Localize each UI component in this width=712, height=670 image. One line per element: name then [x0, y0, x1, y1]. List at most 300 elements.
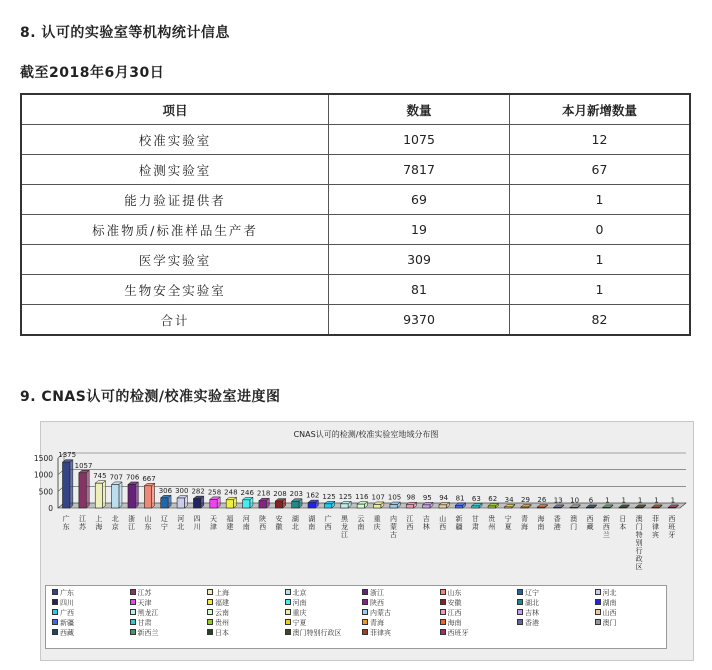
x-tick-label: 河 [177, 515, 185, 523]
bar [652, 507, 659, 508]
legend-swatch [52, 599, 58, 605]
x-tick-label: 别 [635, 539, 643, 547]
x-tick-label: 海 [521, 523, 528, 531]
legend-swatch [362, 589, 368, 595]
legend-item [517, 609, 539, 617]
x-tick-label: 律 [651, 523, 659, 531]
x-tick-label: 西 [668, 515, 676, 523]
bar [63, 462, 70, 508]
row-label: 生物安全实验室 [21, 275, 329, 305]
row-new: 12 [510, 125, 691, 155]
legend-label: 宁夏 [292, 619, 307, 627]
legend-swatch [207, 619, 213, 625]
bar-value-label: 706 [125, 473, 140, 482]
chart-title: CNAS认可的检测/校准实验室地域分布图 [293, 430, 439, 439]
bar-value-label: 218 [256, 489, 271, 498]
legend-swatch [595, 609, 601, 615]
x-tick-label: 黑 [340, 515, 348, 523]
bar-value-label: 105 [387, 493, 402, 502]
y-tick-label: 500 [38, 487, 53, 497]
legend-item [130, 599, 152, 607]
bar [603, 507, 610, 508]
bar-value-label: 95 [422, 493, 432, 502]
bar-side [119, 482, 122, 508]
legend-item [517, 619, 539, 627]
bar-value-label: 13 [553, 496, 563, 505]
legend-swatch [285, 619, 291, 625]
x-tick-label: 海 [95, 523, 103, 531]
x-tick-label: 古 [390, 531, 398, 539]
x-tick-label: 宁 [504, 515, 512, 523]
legend-swatch [595, 589, 601, 595]
bar-value-label: 1 [637, 496, 643, 505]
bar-value-label: 667 [142, 474, 156, 483]
x-tick-label: 广 [324, 515, 332, 523]
x-tick-label: 兰 [602, 531, 610, 539]
x-tick-label: 港 [553, 523, 561, 531]
bar-side [86, 470, 89, 508]
legend-item [207, 629, 229, 637]
legend-item [285, 619, 307, 627]
legend-label: 菲律宾 [370, 629, 391, 637]
legend-item [362, 599, 384, 607]
legend-swatch [595, 619, 601, 625]
x-tick-label: 藏 [586, 523, 594, 531]
bar-value-label: 248 [224, 488, 238, 497]
x-tick-label: 吉 [422, 515, 430, 523]
legend-swatch [207, 629, 213, 635]
legend-swatch [362, 609, 368, 615]
legend-swatch [130, 589, 136, 595]
legend-swatch [285, 609, 291, 615]
legend-item [285, 599, 307, 607]
bar-value-label: 300 [175, 487, 189, 495]
row-new: 1 [510, 245, 691, 275]
x-tick-label: 区 [635, 563, 643, 571]
legend-label: 北京 [292, 589, 307, 597]
x-tick-label: 建 [226, 523, 234, 531]
legend-swatch [440, 599, 446, 605]
bar-value-label: 98 [406, 493, 416, 502]
row-count: 1075 [329, 125, 510, 155]
legend-item [207, 599, 229, 607]
stats-date: 截至2018年6月30日 [20, 65, 165, 81]
legend-label: 日本 [215, 629, 229, 637]
bar-value-label: 745 [93, 472, 107, 481]
bar [292, 501, 299, 508]
row-label: 医学实验室 [21, 245, 329, 275]
bar-side [135, 482, 138, 508]
legend-item [130, 629, 159, 637]
legend-swatch [440, 619, 446, 625]
bar [554, 507, 561, 508]
row-count: 9370 [329, 305, 510, 336]
x-tick-label: 内 [390, 515, 398, 523]
bar [439, 505, 446, 508]
x-tick-label: 青 [521, 515, 528, 523]
legend-item [440, 589, 462, 597]
bar [488, 506, 495, 508]
row-new: 67 [510, 155, 691, 185]
bar [177, 498, 184, 508]
x-tick-label: 澳 [570, 515, 578, 523]
x-tick-label: 日 [619, 515, 627, 523]
x-tick-label: 云 [357, 515, 365, 523]
legend-swatch [362, 599, 368, 605]
legend-item [207, 589, 229, 597]
bar-side [152, 483, 155, 508]
bar-value-label: 10 [570, 496, 580, 505]
legend-item [517, 599, 539, 607]
x-tick-label: 安 [275, 515, 283, 523]
bar [324, 504, 331, 508]
bar-value-label: 1 [605, 496, 610, 505]
bar [193, 499, 200, 508]
header-count: 数量 [329, 94, 510, 125]
legend-label: 上海 [215, 589, 229, 597]
bar [243, 500, 250, 508]
legend-label: 辽宁 [525, 589, 539, 597]
bar-value-label: 26 [537, 496, 547, 505]
legend-item [130, 609, 159, 617]
legend-item [52, 589, 74, 597]
x-tick-label: 菲 [651, 515, 659, 523]
x-tick-label: 南 [537, 523, 545, 531]
legend-label: 福建 [215, 599, 229, 607]
x-tick-label: 江 [79, 515, 87, 523]
legend-swatch [440, 589, 446, 595]
x-tick-label: 甘 [471, 515, 479, 523]
bar [619, 507, 626, 508]
legend-label: 重庆 [292, 609, 307, 617]
x-tick-label: 班 [668, 523, 676, 531]
legend-label: 河南 [292, 599, 307, 607]
legend-label: 西藏 [60, 629, 74, 637]
bar-value-label: 203 [289, 490, 304, 499]
bar [635, 507, 642, 508]
x-tick-label: 山 [144, 515, 152, 523]
x-tick-label: 福 [226, 515, 234, 523]
bar [521, 507, 528, 508]
legend-item [130, 619, 152, 627]
header-item: 项目 [21, 94, 329, 125]
legend-label: 香港 [525, 619, 539, 627]
legend-swatch [52, 589, 58, 595]
legend-label: 海南 [447, 619, 462, 627]
section-8-title: 8. 认可的实验室等机构统计信息 [20, 25, 230, 41]
x-tick-label: 牙 [668, 531, 676, 539]
bar [210, 499, 217, 508]
legend-item [595, 609, 617, 617]
x-tick-label: 西 [586, 515, 594, 523]
x-tick-label: 徽 [275, 523, 283, 531]
row-label: 能力验证提供者 [21, 185, 329, 215]
y-tick-label: 1500 [33, 454, 53, 463]
legend-swatch [52, 609, 58, 615]
bar-value-label: 29 [521, 496, 530, 505]
bar-value-label: 34 [504, 495, 514, 504]
x-tick-label: 海 [537, 515, 545, 523]
bar-value-label: 306 [158, 486, 173, 495]
legend-swatch [517, 619, 523, 625]
legend-item [440, 619, 462, 627]
legend-swatch [285, 629, 291, 635]
bar-value-label: 125 [338, 492, 353, 501]
bar [79, 473, 86, 508]
bar-side [103, 481, 106, 508]
legend-label: 甘肃 [137, 619, 152, 627]
x-tick-label: 政 [635, 555, 643, 563]
x-tick-label: 贵 [488, 515, 496, 523]
bar [226, 500, 233, 508]
x-tick-label: 苏 [79, 523, 87, 531]
x-tick-label: 浙 [128, 515, 136, 523]
legend-swatch [517, 609, 523, 615]
legend-label: 广东 [60, 589, 74, 597]
row-count: 7817 [329, 155, 510, 185]
legend-swatch [517, 599, 523, 605]
legend-label: 内蒙古 [370, 609, 391, 617]
row-label: 检测实验室 [21, 155, 329, 185]
legend-label: 新西兰 [137, 629, 159, 637]
x-tick-label: 夏 [504, 523, 512, 531]
legend-swatch [285, 599, 291, 605]
legend-item [362, 629, 391, 637]
bar [472, 506, 479, 508]
legend-item [595, 599, 617, 607]
x-tick-label: 香 [553, 515, 561, 523]
bar-value-label: 1 [670, 496, 676, 505]
bar-value-label: 258 [207, 488, 222, 497]
x-tick-label: 西 [259, 523, 267, 531]
bar-value-label: 1375 [58, 451, 77, 460]
x-tick-label: 西 [406, 523, 414, 531]
bar [128, 484, 135, 508]
bar [390, 505, 397, 509]
legend-label: 安徽 [447, 599, 462, 607]
legend-label: 江西 [447, 609, 462, 617]
legend-item [285, 589, 307, 597]
x-tick-label: 四 [193, 515, 201, 523]
legend-swatch [595, 599, 601, 605]
x-tick-label: 湖 [291, 515, 299, 523]
bar-value-label: 107 [371, 493, 385, 502]
legend-label: 吉林 [525, 609, 539, 617]
row-label: 标准物质/标准样品生产者 [21, 215, 329, 245]
legend-label: 湖北 [525, 599, 539, 607]
legend-swatch [207, 589, 213, 595]
bar-value-label: 162 [306, 491, 320, 500]
x-tick-label: 澳 [635, 515, 643, 523]
legend-swatch [207, 609, 213, 615]
legend-label: 西班牙 [447, 629, 469, 637]
row-new: 1 [510, 275, 691, 305]
bar-side [70, 460, 73, 508]
bar [341, 504, 348, 508]
bar [95, 483, 102, 508]
bar-value-label: 1 [621, 496, 626, 505]
x-tick-label: 京 [111, 523, 119, 531]
x-tick-label: 林 [422, 523, 430, 531]
x-tick-label: 东 [144, 523, 152, 531]
row-count: 309 [329, 245, 510, 275]
x-tick-label: 肃 [471, 523, 479, 531]
x-tick-label: 湖 [308, 515, 316, 523]
legend-swatch [52, 629, 58, 635]
x-tick-label: 行 [635, 547, 643, 555]
row-count: 19 [329, 215, 510, 245]
x-tick-label: 河 [242, 515, 250, 523]
x-tick-label: 天 [210, 515, 217, 523]
legend-label: 浙江 [370, 589, 384, 597]
x-tick-label: 宾 [651, 531, 659, 539]
legend-item [440, 629, 469, 637]
row-label: 校准实验室 [21, 125, 329, 155]
x-tick-label: 重 [373, 515, 381, 523]
legend-swatch [130, 609, 136, 615]
x-tick-label: 新 [455, 515, 463, 523]
bar-value-label: 62 [488, 494, 498, 503]
header-new: 本月新增数量 [510, 94, 691, 125]
row-label: 合计 [21, 305, 329, 336]
legend-swatch [362, 629, 368, 635]
bar [586, 507, 593, 508]
bar [668, 507, 675, 508]
legend-item [362, 609, 391, 617]
legend-item [207, 619, 229, 627]
bar-value-label: 81 [455, 494, 465, 503]
legend-label: 湖南 [602, 599, 617, 607]
bar [161, 498, 168, 508]
row-new: 0 [510, 215, 691, 245]
bar-value-label: 707 [109, 473, 123, 482]
chart-legend [45, 585, 667, 649]
legend-item [130, 589, 152, 597]
row-new: 1 [510, 185, 691, 215]
x-tick-label: 东 [62, 523, 70, 531]
bar [504, 507, 511, 508]
legend-item [440, 609, 462, 617]
x-tick-label: 北 [111, 515, 119, 523]
x-tick-label: 门 [570, 523, 578, 531]
legend-label: 云南 [215, 609, 229, 617]
bar [357, 504, 364, 508]
bar [308, 503, 315, 508]
legend-label: 青海 [370, 619, 384, 627]
x-tick-label: 州 [488, 523, 496, 531]
bar [455, 505, 462, 508]
x-tick-label: 北 [177, 523, 185, 531]
x-tick-label: 西 [602, 523, 610, 531]
x-tick-label: 江 [340, 531, 348, 539]
x-tick-label: 广 [62, 515, 70, 523]
x-tick-label: 本 [619, 523, 627, 531]
legend-item [362, 619, 384, 627]
x-tick-label: 蒙 [390, 523, 398, 531]
row-new: 82 [510, 305, 691, 336]
legend-label: 江苏 [137, 589, 152, 597]
legend-label: 新疆 [60, 619, 74, 627]
legend-item [285, 609, 307, 617]
x-tick-label: 北 [291, 523, 299, 531]
legend-item [52, 609, 74, 617]
legend-swatch [517, 589, 523, 595]
bar-value-label: 1 [654, 496, 659, 505]
y-tick-label: 0 [48, 504, 53, 513]
x-tick-label: 宁 [160, 523, 168, 531]
legend-item [362, 589, 384, 597]
legend-label: 天津 [137, 599, 152, 607]
legend-swatch [440, 629, 446, 635]
gridline [58, 453, 686, 458]
legend-item [52, 619, 74, 627]
row-count: 69 [329, 185, 510, 215]
bar [423, 505, 430, 508]
legend-item [595, 619, 617, 627]
x-tick-label: 辽 [160, 515, 168, 523]
bar [406, 505, 413, 508]
row-count: 81 [329, 275, 510, 305]
bar [537, 507, 544, 508]
bar-value-label: 63 [471, 494, 481, 503]
bar-value-label: 246 [240, 488, 254, 497]
legend-label: 山东 [447, 589, 462, 597]
bar-value-label: 6 [588, 496, 594, 505]
legend-swatch [362, 619, 368, 625]
x-tick-label: 门 [635, 523, 643, 531]
x-tick-label: 江 [128, 523, 136, 531]
bar [144, 486, 151, 508]
x-tick-label: 津 [210, 523, 217, 531]
legend-swatch [207, 599, 213, 605]
y-tick-label: 1000 [33, 470, 53, 480]
legend-label: 河北 [602, 589, 617, 597]
x-tick-label: 西 [324, 523, 332, 531]
legend-label: 澳门特别行政区 [292, 629, 342, 637]
bar [374, 504, 381, 508]
x-tick-label: 南 [308, 523, 316, 531]
x-tick-label: 山 [439, 515, 447, 523]
x-tick-label: 上 [95, 515, 103, 523]
bar [570, 507, 577, 508]
bar-value-label: 125 [322, 492, 336, 501]
legend-swatch [130, 629, 136, 635]
legend-label: 广西 [60, 609, 74, 617]
legend-item [207, 609, 229, 617]
legend-item [440, 599, 462, 607]
legend-label: 山西 [602, 609, 617, 617]
bar-value-label: 282 [191, 487, 205, 496]
legend-swatch [440, 609, 446, 615]
x-tick-label: 南 [357, 523, 365, 531]
legend-swatch [285, 589, 291, 595]
legend-item [52, 629, 74, 637]
x-tick-label: 江 [406, 515, 414, 523]
bar-value-label: 1057 [74, 461, 93, 470]
x-tick-label: 疆 [455, 523, 463, 531]
legend-swatch [130, 599, 136, 605]
bar [275, 501, 282, 508]
legend-item [517, 589, 539, 597]
bar-value-label: 94 [439, 493, 449, 502]
bar [259, 501, 266, 508]
legend-label: 贵州 [215, 619, 229, 627]
x-tick-label: 特 [635, 531, 643, 539]
section-9-title: 9. CNAS认可的检测/校准实验室进度图 [20, 389, 281, 405]
x-tick-label: 庆 [373, 523, 381, 531]
legend-item [285, 629, 342, 637]
bar [112, 484, 119, 508]
